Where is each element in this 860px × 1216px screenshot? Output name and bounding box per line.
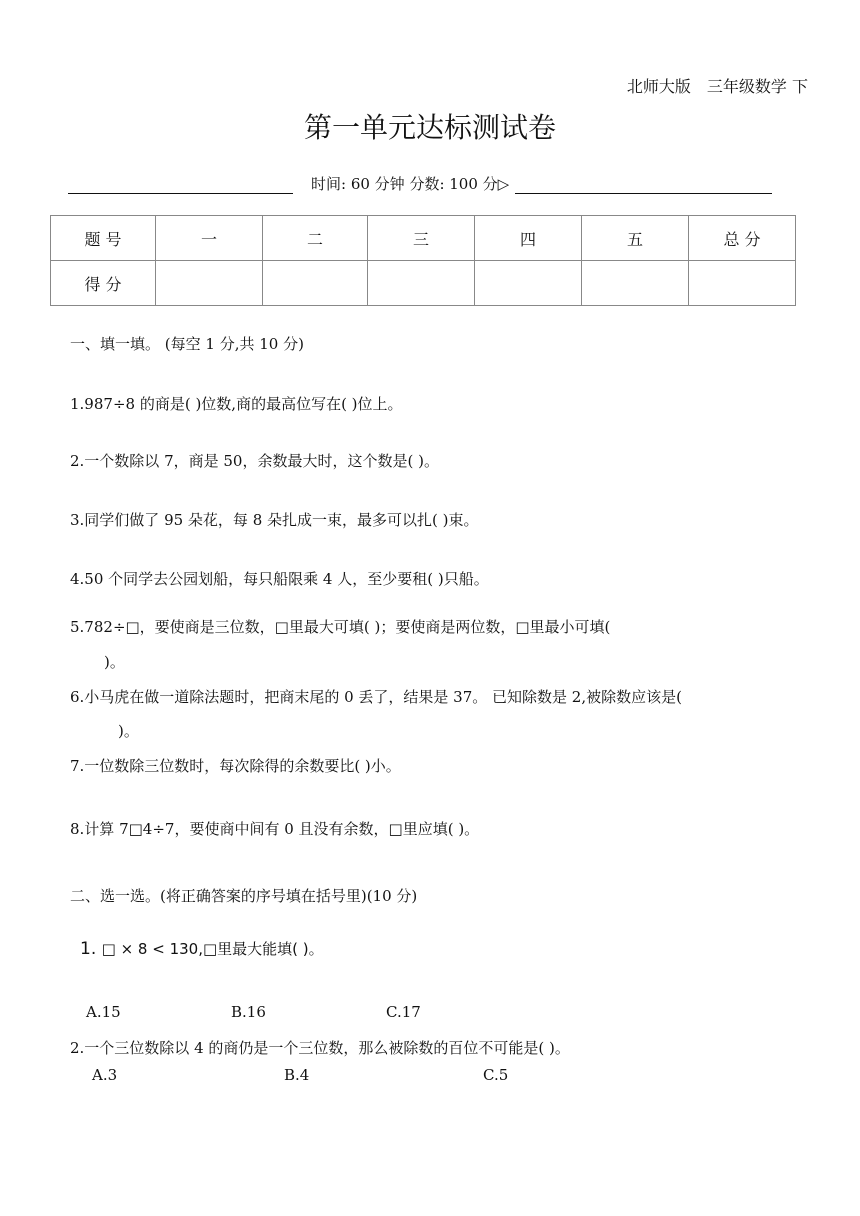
option-a: A.3	[92, 1066, 118, 1084]
option-a: A.15	[86, 1003, 121, 1021]
table-header-cell: 题 号	[51, 216, 156, 261]
section1-heading: 一、填一填。 (每空 1 分,共 10 分)	[70, 335, 304, 353]
class-blank-line	[515, 176, 772, 194]
question-1-7: 7.一位数除三位数时，每次除得的余数要比( )小。	[70, 757, 401, 775]
option-b: B.16	[231, 1003, 266, 1021]
score-table	[50, 215, 796, 306]
score-table-header-row	[51, 216, 796, 261]
name-blank-line	[68, 176, 293, 194]
score-cell[interactable]	[475, 261, 582, 306]
table-header-cell: 五	[582, 216, 689, 261]
question-2-2: 2.一个三位数除以 4 的商仍是一个三位数，那么被除数的百位不可能是( )。	[70, 1039, 570, 1057]
score-cell[interactable]	[263, 261, 368, 306]
score-table-score-row	[51, 261, 796, 306]
question-2-1-text: □ × 8 < 130,□里最大能填( )。	[101, 940, 324, 958]
table-header-cell: 四	[475, 216, 582, 261]
question-1-2: 2.一个数除以 7，商是 50，余数最大时，这个数是( )。	[70, 452, 439, 470]
question-1-3: 3.同学们做了 95 朵花，每 8 朵扎成一束，最多可以扎( )束。	[70, 511, 479, 529]
score-cell[interactable]	[689, 261, 796, 306]
section2-heading: 二、选一选。(将正确答案的序号填在括号里)(10 分)	[70, 887, 418, 905]
table-header-cell: 总 分	[689, 216, 796, 261]
option-c: C.5	[483, 1066, 509, 1084]
score-cell[interactable]	[368, 261, 475, 306]
page-title: 第一单元达标测试卷	[303, 111, 556, 144]
question-1-5: 5.782÷□，要使商是三位数，□里最大可填( )；要使商是两位数，□里最小可填(	[70, 618, 611, 636]
question-2-1-number: 1.	[80, 939, 97, 959]
score-cell[interactable]	[582, 261, 689, 306]
question-1-6: 6.小马虎在做一道除法题时，把商末尾的 0 丢了，结果是 37。 已知除数是 2,被除数应该是(	[70, 688, 682, 706]
exam-info-row	[68, 172, 772, 194]
table-header-cell: 三	[368, 216, 475, 261]
option-c: C.17	[386, 1003, 421, 1021]
question-2-1	[80, 938, 324, 959]
question-1-8: 8.计算 7□4÷7，要使商中间有 0 且没有余数，□里应填( )。	[70, 820, 480, 838]
time-score-info: 时间: 60 分钟 分数: 100 分▷	[311, 175, 510, 193]
edition-label: 北师大版 三年级数学 下	[626, 77, 808, 96]
score-cell[interactable]	[156, 261, 263, 306]
question-1-1: 1.987÷8 的商是( )位数,商的最高位写在( )位上。	[70, 395, 403, 413]
question-1-5-cont: )。	[104, 653, 125, 671]
question-1-4: 4.50 个同学去公园划船，每只船限乘 4 人，至少要租( )只船。	[70, 570, 489, 588]
score-row-label: 得 分	[51, 261, 156, 306]
option-b: B.4	[284, 1066, 310, 1084]
table-header-cell: 二	[263, 216, 368, 261]
question-1-6-cont: )。	[118, 722, 139, 740]
table-header-cell: 一	[156, 216, 263, 261]
